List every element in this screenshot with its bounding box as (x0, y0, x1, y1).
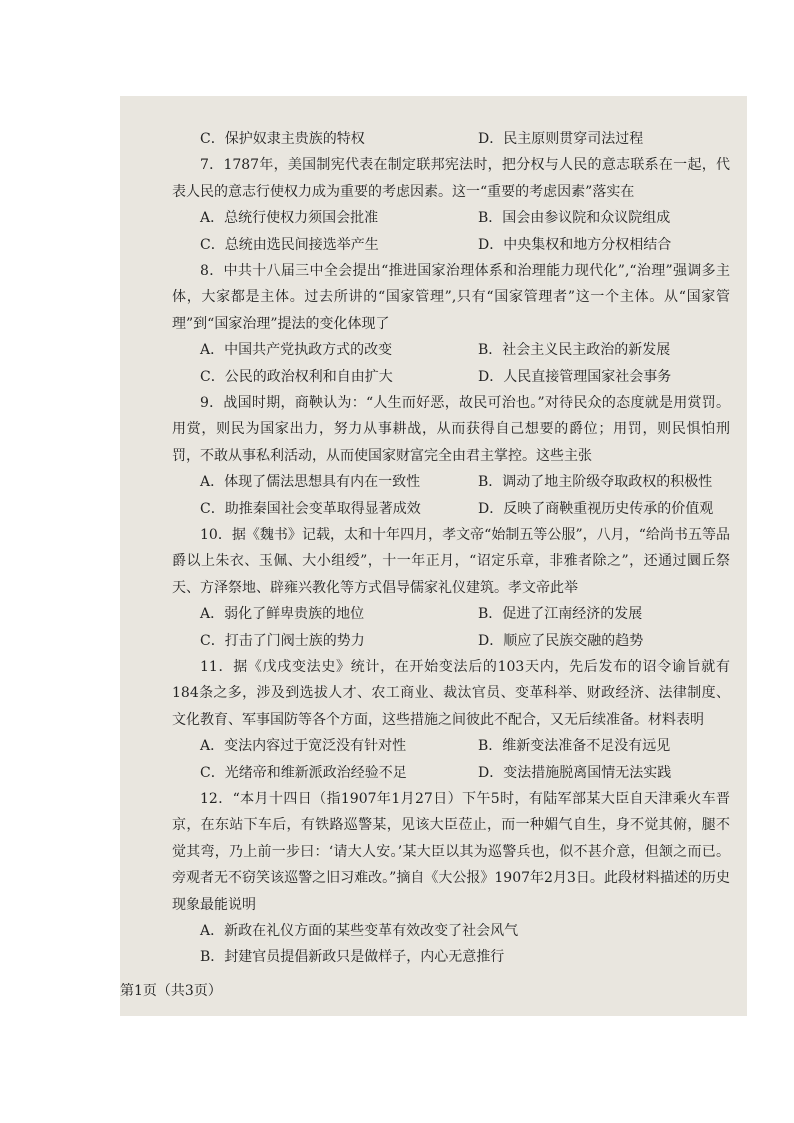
option-a: A．总统行使权力须国会批准 (200, 210, 379, 227)
option-row (172, 232, 730, 258)
option-row (172, 733, 730, 759)
option-b: B．维新变法准备不足没有远见 (478, 738, 671, 755)
option-a: A．中国共产党执政方式的改变 (200, 342, 393, 359)
option-c: C．保护奴隶主贵族的特权 (200, 131, 365, 147)
option-row (172, 469, 730, 495)
question-12-stem: 12．“本月十四日（指1907年1月27日）下午5时，有陆军部某大臣自天津乘火车晋京，在东站下车后，有铁路巡警某，见该大臣莅止，而一种媚气自生，身不觉其俯，腿不觉其弯，乃上前一步曰：‘请大人安。’某大臣以其为巡警兵也，似不甚介意，但颔之而已。旁观者无不窃笑该巡警之旧习难改。”摘自《大公报》1907年2月3日。此段材料描述的历史现象最能说明 (172, 790, 730, 913)
page-footer: 第1页（共3页） (120, 983, 222, 999)
option-c: C．打击了门阀士族的势力 (200, 632, 365, 649)
question-11-stem: 11．据《戊戌变法史》统计，在开始变法后的103天内，先后发布的诏令谕旨就有184条之多，涉及到选拔人才、农工商业、裁汰官员、变革科举、财政经济、法律制度、文化教育、军事国防等各个方面，这些措施之间彼此不配合，又无后续准备。材料表明 (172, 658, 730, 728)
question-8-stem: 8．中共十八届三中全会提出“推进国家治理体系和治理能力现代化”,“治理”强调多主体，大家都是主体。过去所讲的“国家管理”,只有“国家管理者”这一个主体。从“国家管理”到“国家治理”提法的变化体现了 (172, 262, 730, 332)
scanned-page (120, 96, 747, 1016)
option-row (172, 760, 730, 786)
option-d: D．反映了商鞅重视历史传承的价值观 (478, 500, 714, 517)
question-7-stem: 7．1787年，美国制宪代表在制定联邦宪法时，把分权与人民的意志联系在一起，代表人民的意志行使权力成为重要的考虑因素。这一“重要的考虑因素”落实在 (172, 157, 730, 200)
option-row (172, 337, 730, 363)
option-b: B．封建官员提倡新政只是做样子，内心无意推行 (200, 949, 505, 966)
option-d: D．顺应了民族交融的趋势 (478, 632, 644, 649)
option-d: D．人民直接管理国家社会事务 (478, 368, 672, 385)
option-d: D．中央集权和地方分权相结合 (478, 236, 672, 253)
option-c: C．光绪帝和维新派政治经验不足 (200, 764, 407, 781)
option-c: C．公民的政治权利和自由扩大 (200, 368, 393, 385)
question-10-stem: 10．据《魏书》记载，太和十年四月，孝文帝“始制五等公服”，八月，“给尚书五等品爵以上朱衣、玉佩、大小组绶”，十一年正月，“诏定乐章，非雅者除之”，还通过圜丘祭天、方泽祭地、辟雍兴教化等方式倡导儒家礼仪建筑。孝文帝此举 (172, 526, 730, 596)
option-a: A．弱化了鲜卑贵族的地位 (200, 606, 365, 623)
option-b: B．社会主义民主政治的新发展 (478, 342, 671, 359)
option-row (172, 601, 730, 627)
option-a: A．体现了儒法思想具有内在一致性 (200, 474, 421, 491)
option-d: D．变法措施脱离国情无法实践 (478, 764, 672, 781)
option-row (172, 628, 730, 654)
option-row (172, 944, 730, 970)
option-row (172, 918, 730, 944)
option-a: A．变法内容过于宽泛没有针对性 (200, 738, 407, 755)
option-d: D．民主原则贯穿司法过程 (478, 131, 644, 147)
option-c: C．总统由选民间接选举产生 (200, 236, 379, 253)
option-row (172, 126, 730, 152)
option-b: B．国会由参议院和众议院组成 (478, 210, 671, 227)
option-row (172, 205, 730, 231)
option-b: B．促进了江南经济的发展 (478, 606, 643, 623)
option-c: C．助推秦国社会变革取得显著成效 (200, 500, 421, 517)
option-row (172, 496, 730, 522)
option-a: A．新政在礼仪方面的某些变革有效改变了社会风气 (200, 923, 519, 940)
page-content (172, 126, 730, 971)
question-9-stem: 9．战国时期，商鞅认为：“人生而好恶，故民可治也。”对待民众的态度就是用赏罚。用赏，则民为国家出力，努力从事耕战，从而获得自己想要的爵位；用罚，则民惧怕刑罚，不敢从事私利活动，从而使国家财富完全由君主掌控。这些主张 (172, 394, 730, 464)
option-b: B．调动了地主阶级夺取政权的积极性 (478, 474, 713, 491)
option-row (172, 364, 730, 390)
